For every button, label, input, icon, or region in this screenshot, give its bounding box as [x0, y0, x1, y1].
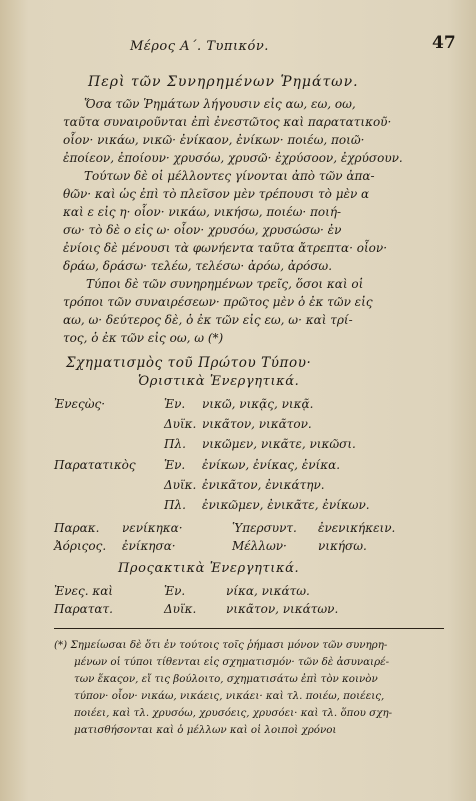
number-label: Δυϊκ.	[164, 417, 197, 431]
body-line: Τούτων δὲ οἱ μέλλοντες γίνονται ἀπὸ τῶν ἀπα-	[84, 169, 375, 183]
number-label: Ἑν.	[164, 584, 186, 598]
number-label: Ἑν.	[164, 397, 186, 411]
verb-forms: ἐνίκησα·	[122, 539, 176, 553]
verb-forms: νικᾶτον, νικάτων.	[226, 602, 339, 616]
tense-label: Παρακ.	[54, 521, 100, 535]
tense-label: Παρατατ.	[54, 602, 113, 616]
indicative-active-heading: Ὁριστικὰ Ἐνεργητικά.	[138, 374, 300, 389]
verb-forms: νικήσω.	[318, 539, 367, 553]
footnote-line: τύπον· οἷον· νικάω, νικάεις, νικάει· καὶ τλ. ποιέω, ποιέεις,	[74, 690, 385, 702]
tense-label: Ὑπερσυντ.	[232, 521, 297, 535]
body-line: οἷον· νικάω, νικῶ· ἐνίκαον, ἐνίκων· ποιέω, ποιῶ·	[63, 133, 365, 147]
tense-label: Ἀόριςος.	[54, 539, 107, 553]
body-line: δράω, δράσω· τελέω, τελέσω· ἀρόω, ἀρόσω.	[63, 259, 333, 273]
body-line: ταῦτα συναιροῦνται ἐπὶ ἐνεστῶτος καὶ παρατατικοῦ·	[63, 115, 392, 129]
footnote-divider	[54, 628, 444, 629]
verb-forms: νικῶ, νικᾷς, νικᾷ.	[202, 397, 314, 411]
body-line: τος, ὁ ἐκ τῶν εἰς οω, ω (*)	[63, 331, 224, 345]
verb-forms: ἐνενικήκειν.	[318, 521, 396, 535]
footnote-line: ματισθήσονται καὶ ὁ μέλλων καὶ οἱ λοιποὶ χρόνοι	[74, 724, 337, 736]
footnote-line: (*) Σημείωσαι δὲ ὅτι ἐν τούτοις τοῖς ῥήμασι μόνον τῶν συνηρη-	[54, 639, 388, 651]
footnote-line: μένων οἱ τύποι τίθενται εἰς σχηματισμόν· τῶν δὲ ἀσυναιρέ-	[74, 656, 390, 668]
body-line: ἐποίεον, ἐποίουν· χρυσόω, χρυσῶ· ἐχρύσοον, ἐχρύσουν.	[63, 151, 403, 165]
page-number: 47	[432, 33, 456, 53]
body-line: καὶ ε εἰς η· οἷον· νικάω, νικήσω, ποιέω· ποιή-	[63, 205, 342, 219]
footnote-line: ποιέει, καὶ τλ. χρυσόω, χρυσόεις, χρυσόει· καὶ τλ. ὅπου σχη-	[74, 707, 393, 719]
running-head: Μέρος Α΄. Τυπικόν.	[130, 39, 269, 54]
number-label: Δυϊκ.	[164, 478, 197, 492]
imperative-active-heading: Προςακτικὰ Ἐνεργητικά.	[118, 561, 300, 576]
tense-label: Ἐνες. καὶ	[54, 584, 113, 598]
number-label: Πλ.	[164, 437, 186, 451]
section-title: Περὶ τῶν Συνηρημένων Ῥημάτων.	[88, 74, 359, 90]
tense-label: Ἐνεςὼς·	[54, 397, 106, 411]
body-line: Ὅσα τῶν Ῥημάτων λήγουσιν εἰς αω, εω, οω,	[84, 97, 356, 111]
footnote-line: των ἕκαςον, εἴ τις βούλοιτο, σχηματισάτω ἐπὶ τὸν κοινὸν	[74, 673, 378, 685]
body-line: Τύποι δὲ τῶν συνηρημένων τρεῖς, ὅσοι καὶ οἱ	[86, 277, 364, 291]
verb-forms: νικῶμεν, νικᾶτε, νικῶσι.	[202, 437, 356, 451]
conjugation-heading: Σχηματισμὸς τοῦ Πρώτου Τύπου·	[66, 355, 312, 371]
verb-forms: νίκα, νικάτω.	[226, 584, 310, 598]
number-label: Δυϊκ.	[164, 602, 197, 616]
body-line: ἐνίοις δὲ μένουσι τὰ φωνήεντα ταῦτα ἄτρεπτα· οἷον·	[63, 241, 388, 255]
body-line: σω· τὸ δὲ ο εἰς ω· οἷον· χρυσόω, χρυσώσω· ἐν	[63, 223, 342, 237]
verb-forms: ἐνικᾶτον, ἐνικάτην.	[202, 478, 325, 492]
verb-forms: ἐνίκων, ἐνίκας, ἐνίκα.	[202, 458, 341, 472]
body-line: θῶν· καὶ ὡς ἐπὶ τὸ πλεῖσον μὲν τρέπουσι τὸ μὲν α	[63, 187, 370, 201]
body-line: τρόποι τῶν συναιρέσεων· πρῶτος μὲν ὁ ἐκ τῶν εἰς	[63, 295, 373, 309]
tense-label: Παρατατικὸς	[54, 458, 136, 472]
tense-label: Μέλλων·	[232, 539, 287, 553]
verb-forms: νικᾶτον, νικᾶτον.	[202, 417, 312, 431]
verb-forms: νενίκηκα·	[122, 521, 183, 535]
verb-forms: ἐνικῶμεν, ἐνικᾶτε, ἐνίκων.	[202, 498, 370, 512]
number-label: Ἑν.	[164, 458, 186, 472]
body-line: αω, ω· δεύτερος δὲ, ὁ ἐκ τῶν εἰς εω, ω· καὶ τρί-	[63, 313, 353, 327]
number-label: Πλ.	[164, 498, 186, 512]
